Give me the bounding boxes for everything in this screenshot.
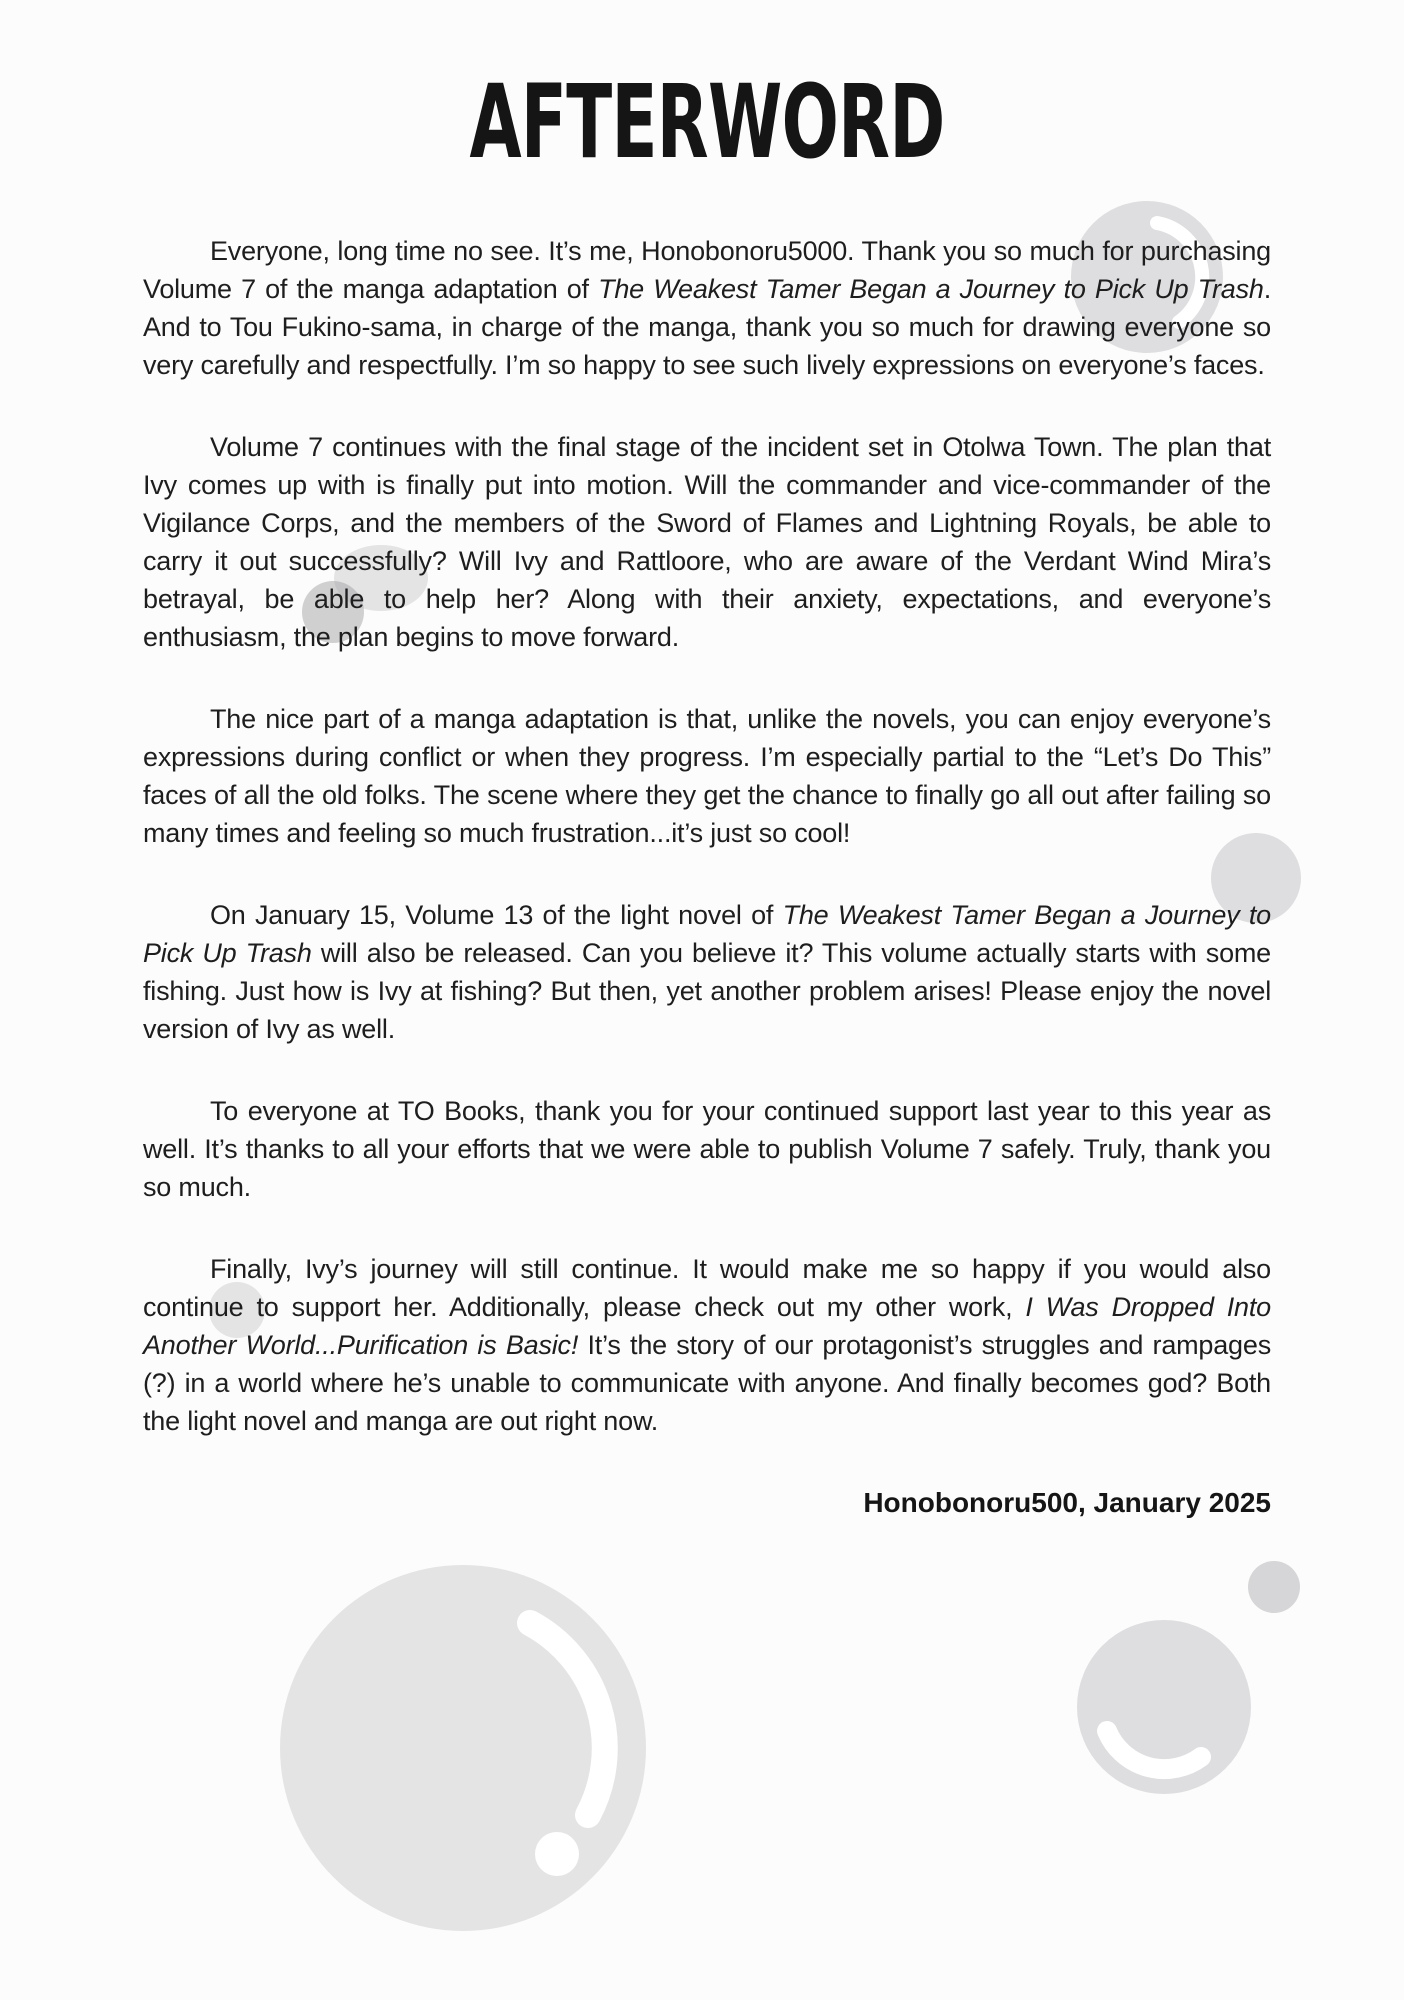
page-title-text: AFTERWORD — [469, 63, 945, 182]
body-text: It’s the story of our protagonist’s struggles and rampages (?) in a world where he’s unable to communicate with anyone. And finally becomes god? Both the light novel and manga are out right now. — [143, 1330, 1271, 1436]
body-text: On January 15, Volume 13 of the light novel of — [210, 900, 783, 930]
afterword-content — [143, 0, 1271, 1522]
body-text: Everyone, long time no see. It’s me, Honobonoru5000. Thank you so much for purchasing Volume 7 of the manga adaptation of — [143, 236, 1271, 304]
book-title-text: I Was Dropped Into Another World...Purification is Basic! — [143, 1292, 1271, 1360]
paragraph-4 — [143, 896, 1271, 1048]
body-text: . And to Tou Fukino-sama, in charge of the manga, thank you so much for drawing everyone so very carefully and respectfully. I’m so happy to see such lively expressions on everyone’s faces. — [143, 274, 1271, 380]
body-text: The nice part of a manga adaptation is that, unlike the novels, you can enjoy everyone’s expressions during conflict or when they progress. I’m especially partial to the “Let’s Do This” faces of all the old folks. The scene where they get the chance to finally go all out after failing so many times and feeling so much frustration...it’s just so cool! — [143, 704, 1271, 848]
paragraph-1 — [143, 232, 1271, 384]
body-text: Volume 7 continues with the final stage of the incident set in Otolwa Town. The plan that Ivy comes up with is finally put into motion. Will the commander and vice-commander of the Vigilance Corps, and the members of the Sword of Flames and Lightning Royals, be able to carry it out successfully? Will Ivy and Rattloore, who are aware of the Verdant Wind Mira’s betrayal, be able to help her? Along with their anxiety, expectations, and everyone’s enthusiasm, the plan begins to move forward. — [143, 432, 1271, 652]
page-title — [335, 63, 1079, 182]
book-title-text: The Weakest Tamer Began a Journey to Pick Up Trash — [598, 274, 1264, 304]
paragraph-5 — [143, 1092, 1271, 1206]
body-text: will also be released. Can you believe it? This volume actually starts with some fishing. Just how is Ivy at fishing? But then, yet another problem arises! Please enjoy the novel version of Ivy as well. — [143, 938, 1272, 1044]
paragraphs — [143, 232, 1271, 1440]
bubble-signature-small — [1248, 1561, 1300, 1613]
paragraph-3 — [143, 700, 1271, 852]
paragraph-6 — [143, 1250, 1271, 1440]
book-title-text: The Weakest Tamer Began a Journey to Pick Up Trash — [143, 900, 1271, 968]
bubble-highlight-dot-icon — [535, 1832, 579, 1876]
body-text: To everyone at TO Books, thank you for your continued support last year to this year as well. It’s thanks to all your efforts that we were able to publish Volume 7 safely. Truly, thank you so much. — [143, 1096, 1271, 1202]
author-signature: Honobonoru500, January 2025 — [863, 1487, 1271, 1518]
body-text: Finally, Ivy’s journey will still continue. It would make me so happy if you would also continue to support her. Additionally, please check out my other work, — [143, 1254, 1271, 1322]
bubble-bottom-left — [280, 1565, 646, 1931]
paragraph-2 — [143, 428, 1271, 656]
